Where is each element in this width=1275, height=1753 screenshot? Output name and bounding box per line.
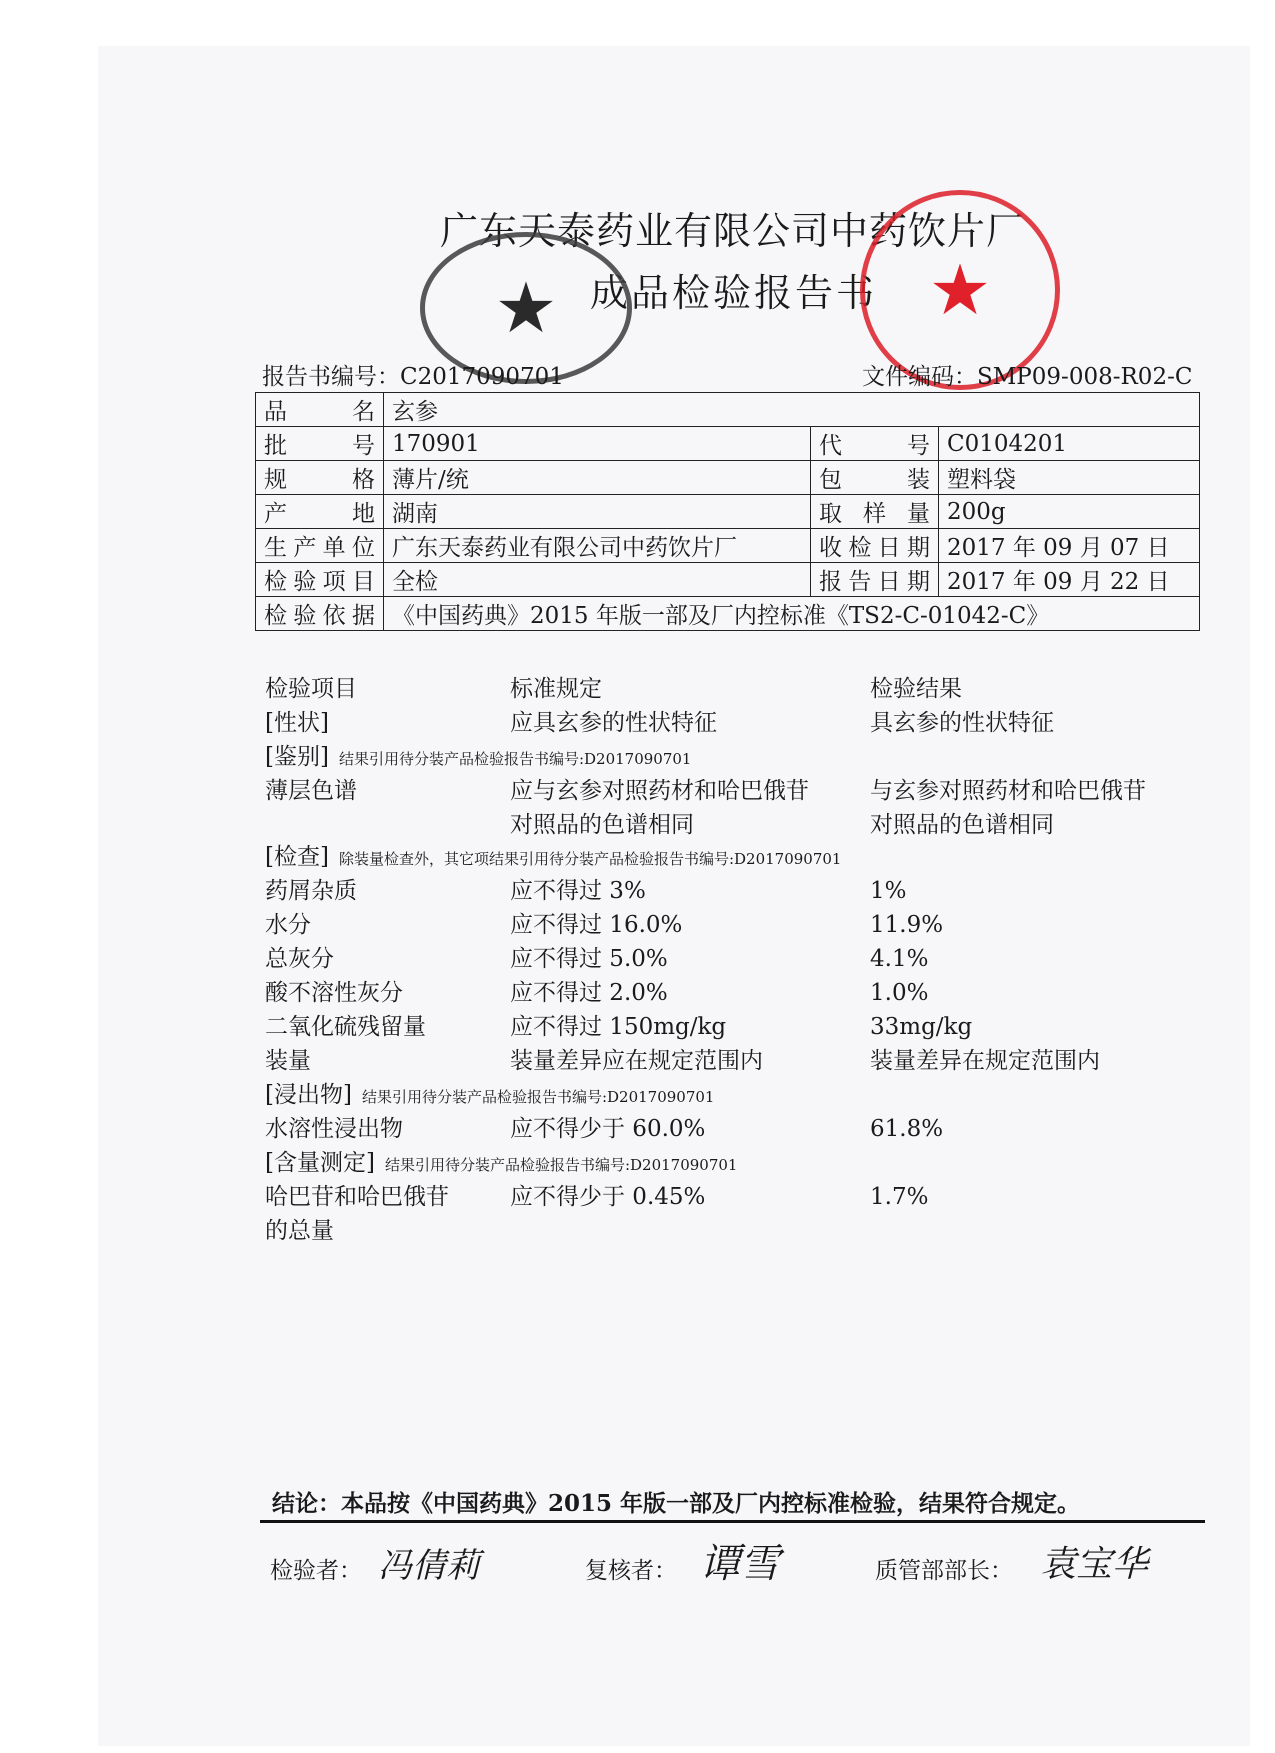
list-item: 药屑杂质 应不得过 3% 1% [265, 878, 907, 904]
receive-date-value: 2017 年 09 月 07 日 [939, 529, 1200, 563]
inspector-label: 检验者： [270, 1558, 362, 1584]
section-check: [检查] 除装量检查外，其它项结果引用待分装产品检验报告书编号:D2017090701 [265, 844, 842, 870]
list-item: 薄层色谱 应与玄参对照药材和哈巴俄苷 对照品的色谱相同 与玄参对照药材和哈巴俄苷 对照品的色谱相同 [265, 778, 1146, 838]
code-value: C0104201 [939, 427, 1200, 461]
name-label: 品 名 [256, 393, 384, 427]
table-row [256, 529, 1200, 563]
col-item: 检验项目 [265, 676, 357, 702]
item-value: 全检 [384, 563, 811, 597]
batch-value: 170901 [384, 427, 811, 461]
inspection-results [265, 672, 1205, 1246]
results-header [265, 672, 1205, 706]
origin-value: 湖南 [384, 495, 811, 529]
section-identification: [鉴别] 结果引用待分装产品检验报告书编号:D2017090701 [265, 744, 692, 770]
table-row [256, 563, 1200, 597]
divider [260, 1520, 1205, 1523]
package-label: 包 装 [811, 461, 939, 495]
list-item: 装量 装量差异应在规定范围内 装量差异在规定范围内 [265, 1048, 1100, 1074]
origin-label: 产 地 [256, 495, 384, 529]
batch-label: 批 号 [256, 427, 384, 461]
report-title: 成品检验报告书 [590, 271, 878, 315]
section-assay: [含量测定] 结果引用待分装产品检验报告书编号:D2017090701 [265, 1150, 738, 1176]
list-item: 二氧化硫残留量 应不得过 150mg/kg 33mg/kg [265, 1014, 973, 1040]
sample-value: 200g [939, 495, 1200, 529]
table-row [256, 427, 1200, 461]
star-icon: ★ [494, 267, 558, 349]
producer-label: 生产单位 [256, 529, 384, 563]
receive-date-label: 收检日期 [811, 529, 939, 563]
col-result: 检验结果 [870, 676, 962, 702]
list-item: 酸不溶性灰分 应不得过 2.0% 1.0% [265, 980, 929, 1006]
sample-label: 取样量 [811, 495, 939, 529]
producer-value: 广东天泰药业有限公司中药饮片厂 [384, 529, 811, 563]
col-standard: 标准规定 [510, 676, 602, 702]
qa-signature: 袁宝华 [1040, 1544, 1149, 1585]
code-label: 代 号 [811, 427, 939, 461]
inspector-signature: 冯倩莉 [378, 1546, 480, 1586]
spec-value: 薄片/统 [384, 461, 811, 495]
table-row [256, 461, 1200, 495]
list-item: [性状] 应具玄参的性状特征 具玄参的性状特征 [265, 710, 1054, 736]
conclusion: 结论：本品按《中国药典》2015 年版一部及厂内控标准检验，结果符合规定。 [272, 1490, 1081, 1517]
table-row [256, 597, 1200, 631]
list-item: 总灰分 应不得过 5.0% 4.1% [265, 946, 929, 972]
package-value: 塑料袋 [939, 461, 1200, 495]
report-date-value: 2017 年 09 月 22 日 [939, 563, 1200, 597]
list-item: 哈巴苷和哈巴俄苷 的总量 应不得少于 0.45% 1.7% [265, 1184, 929, 1244]
report-number: 报告书编号：C2017090701 [262, 364, 564, 390]
section-extract: [浸出物] 结果引用待分装产品检验报告书编号:D2017090701 [265, 1082, 715, 1108]
star-icon: ★ [928, 249, 992, 331]
reviewer-label: 复核者： [585, 1558, 677, 1584]
company-name: 广东天泰药业有限公司中药饮片厂 [440, 209, 1026, 253]
reviewer-signature: 谭雪 [700, 1541, 780, 1587]
document-code: 文件编码：SMP09-008-R02-C [862, 364, 1193, 390]
basis-label: 检验依据 [256, 597, 384, 631]
report-date-label: 报告日期 [811, 563, 939, 597]
table-row [256, 495, 1200, 529]
table-row [256, 393, 1200, 427]
name-value: 玄参 [384, 393, 1200, 427]
list-item: 水溶性浸出物 应不得少于 60.0% 61.8% [265, 1116, 944, 1142]
spec-label: 规 格 [256, 461, 384, 495]
product-info-table [255, 392, 1200, 631]
item-label: 检验项目 [256, 563, 384, 597]
basis-value: 《中国药典》2015 年版一部及厂内控标准《TS2-C-01042-C》 [384, 597, 1200, 631]
qa-label: 质管部部长： [875, 1558, 1013, 1584]
list-item: 水分 应不得过 16.0% 11.9% [265, 912, 944, 938]
